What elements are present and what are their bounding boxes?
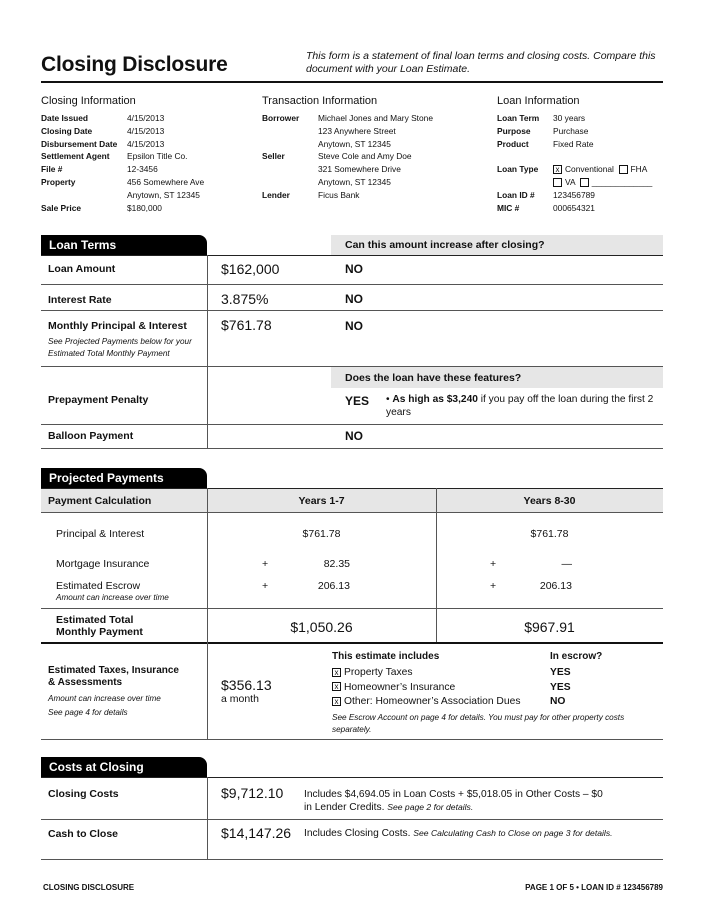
loan-terms-bottom-rule bbox=[41, 448, 663, 449]
mi-plus-2: + bbox=[490, 558, 497, 570]
escrow-years-8-30: 206.13 bbox=[539, 580, 572, 592]
borrower-address: 123 Anywhere Street bbox=[318, 125, 396, 136]
cash-to-close-desc bbox=[304, 828, 664, 839]
projected-payments-tab: Projected Payments bbox=[41, 468, 207, 488]
monthly-pi-value: $761.78 bbox=[221, 317, 272, 333]
seller-address: 321 Somewhere Drive bbox=[318, 164, 401, 175]
loan-terms-rule-2 bbox=[41, 310, 663, 311]
estimate-item-property-taxes bbox=[332, 666, 662, 681]
taxes-notes bbox=[48, 692, 161, 720]
homeowners-insurance-escrow: YES bbox=[550, 681, 571, 693]
fha-checkbox[interactable] bbox=[619, 165, 628, 174]
file-number-label: File # bbox=[41, 164, 63, 175]
balloon-answer: NO bbox=[345, 429, 363, 443]
fha-label: FHA bbox=[630, 164, 648, 175]
conventional-checkbox[interactable]: x bbox=[553, 165, 562, 174]
va-label: VA bbox=[565, 176, 576, 187]
hoa-dues-checkbox[interactable]: x bbox=[332, 697, 341, 706]
lender-label: Lender bbox=[262, 189, 290, 200]
estimate-items bbox=[332, 666, 662, 710]
escrow-years-1-7: 206.13 bbox=[317, 580, 350, 592]
closing-costs-desc-line2: in Lender Credits. bbox=[304, 802, 388, 813]
estimate-item-homeowners-insurance bbox=[332, 681, 662, 696]
mi-plus-1: + bbox=[262, 558, 269, 570]
settlement-agent-label: Settlement Agent bbox=[41, 151, 110, 162]
borrower-label: Borrower bbox=[262, 113, 300, 123]
escrow-plus-1: + bbox=[262, 580, 269, 592]
borrower-city: Anytown, ST 12345 bbox=[318, 138, 391, 149]
seller-name: Steve Cole and Amy Doe bbox=[318, 151, 412, 162]
property-taxes-label: Property Taxes bbox=[344, 667, 413, 678]
loan-terms-rule-1 bbox=[41, 284, 663, 285]
product-value: Fixed Rate bbox=[553, 138, 594, 149]
escrow-footnote: See Escrow Account on page 4 for details. You must pay for other property costs separately. bbox=[332, 713, 625, 734]
taxes-period: a month bbox=[221, 693, 259, 705]
property-value-line2: Anytown, ST 12345 bbox=[127, 189, 200, 200]
interest-rate-label: Interest Rate bbox=[48, 294, 112, 306]
hoa-dues-escrow: NO bbox=[550, 696, 566, 707]
loan-info-list bbox=[497, 112, 667, 214]
loan-amount-value: $162,000 bbox=[221, 261, 280, 277]
taxes-label-line2: & Assessments bbox=[48, 676, 123, 688]
disbursement-date-value: 4/15/2013 bbox=[127, 138, 165, 149]
estimate-includes-heading: This estimate includes bbox=[332, 651, 440, 662]
costs-col-divider bbox=[207, 777, 208, 859]
borrower-name: Michael Jones and Mary Stone bbox=[318, 113, 433, 123]
costs-rule-1 bbox=[41, 819, 663, 820]
closing-costs-desc-line1: Includes $4,694.05 in Loan Costs + $5,018.05 in Other Costs – $0 bbox=[304, 789, 603, 800]
homeowners-insurance-label: Homeowner’s Insurance bbox=[344, 681, 456, 693]
closing-date-label: Closing Date bbox=[41, 125, 93, 136]
pi-years-8-30: $761.78 bbox=[530, 528, 569, 540]
projected-top-rule bbox=[41, 488, 663, 489]
loan-term-value: 30 years bbox=[553, 113, 586, 123]
monthly-pi-note: See Projected Payments below for your Estimated Total Monthly Payment bbox=[48, 337, 192, 358]
homeowners-insurance-checkbox[interactable]: x bbox=[332, 682, 341, 691]
estimated-total-label-line2: Monthly Payment bbox=[56, 626, 143, 638]
settlement-agent-value: Epsilon Title Co. bbox=[127, 151, 188, 162]
loan-term-label: Loan Term bbox=[497, 113, 540, 123]
mortgage-insurance-label: Mortgage Insurance bbox=[56, 558, 150, 570]
total-years-1-7: $1,050.26 bbox=[290, 619, 353, 635]
purpose-value: Purchase bbox=[553, 125, 589, 136]
sale-price-label: Sale Price bbox=[41, 202, 82, 213]
closing-date-value: 4/15/2013 bbox=[127, 125, 165, 136]
in-escrow-heading: In escrow? bbox=[550, 651, 603, 662]
estimated-total-label-line1: Estimated Total bbox=[56, 614, 134, 626]
sale-price-value: $180,000 bbox=[127, 202, 162, 213]
property-label: Property bbox=[41, 176, 76, 187]
loan-terms-rule-4 bbox=[41, 424, 663, 425]
prepayment-detail-bold: As high as $3,240 bbox=[392, 394, 478, 405]
loan-amount-answer: NO bbox=[345, 262, 363, 276]
prepayment-detail: • As high as $3,240 if you pay off the loan during the first 2 years bbox=[386, 394, 654, 418]
estimated-escrow-note: Amount can increase over time bbox=[56, 593, 169, 602]
taxes-note-2: See page 4 for details bbox=[48, 708, 128, 717]
escrow-plus-2: + bbox=[490, 580, 497, 592]
loan-amount-label: Loan Amount bbox=[48, 263, 116, 275]
taxes-note-1: Amount can increase over time bbox=[48, 694, 161, 703]
prepayment-answer: YES bbox=[345, 394, 370, 408]
transaction-info-list bbox=[262, 112, 492, 202]
closing-info-list bbox=[41, 112, 251, 214]
property-taxes-checkbox[interactable]: x bbox=[332, 668, 341, 677]
monthly-pi-answer: NO bbox=[345, 319, 363, 333]
years-1-7-header: Years 1-7 bbox=[298, 495, 345, 507]
projected-rule-2 bbox=[41, 642, 663, 644]
footer-right: PAGE 1 OF 5 • LOAN ID # 123456789 bbox=[525, 883, 663, 892]
closing-info-heading: Closing Information bbox=[41, 95, 136, 107]
closing-costs-value: $9,712.10 bbox=[221, 785, 284, 801]
projected-col-divider-2 bbox=[436, 488, 437, 642]
closing-costs-desc-italic: See page 2 for details. bbox=[387, 802, 474, 812]
estimated-escrow-label: Estimated Escrow bbox=[56, 580, 141, 592]
seller-city: Anytown, ST 12345 bbox=[318, 176, 391, 187]
loan-id-value: 123456789 bbox=[553, 189, 595, 200]
taxes-value: $356.13 bbox=[221, 677, 272, 693]
property-value: 456 Somewhere Ave bbox=[127, 176, 205, 187]
footer-left: CLOSING DISCLOSURE bbox=[43, 883, 135, 892]
date-issued-label: Date Issued bbox=[41, 113, 89, 123]
disbursement-date-label: Disbursement Date bbox=[41, 138, 118, 149]
other-loan-type-blank: _____________ bbox=[591, 176, 653, 187]
payment-calculation-label: Payment Calculation bbox=[48, 495, 152, 507]
taxes-label-line1: Estimated Taxes, Insurance bbox=[48, 665, 179, 676]
mic-value: 000654321 bbox=[553, 202, 595, 213]
balloon-label: Balloon Payment bbox=[48, 430, 134, 442]
monthly-pi-label: Monthly Principal & Interest bbox=[48, 320, 187, 332]
projected-header-rule bbox=[41, 512, 663, 513]
costs-bottom-rule bbox=[41, 859, 663, 860]
lender-name: Ficus Bank bbox=[318, 189, 360, 200]
file-number-value: 12-3456 bbox=[127, 164, 158, 175]
page-title: Closing Disclosure bbox=[41, 53, 228, 76]
cash-to-close-desc-italic: See Calculating Cash to Close on page 3 for details. bbox=[413, 828, 613, 838]
property-taxes-escrow: YES bbox=[550, 667, 571, 678]
taxes-label bbox=[48, 665, 179, 688]
projected-col-divider-1 bbox=[207, 488, 208, 740]
loan-info-heading: Loan Information bbox=[497, 95, 580, 107]
seller-label: Seller bbox=[262, 151, 285, 162]
costs-top-rule bbox=[41, 777, 663, 778]
cash-to-close-desc-text: Includes Closing Costs. bbox=[304, 828, 414, 839]
prepayment-label: Prepayment Penalty bbox=[48, 394, 149, 406]
loan-terms-top-rule bbox=[41, 255, 663, 256]
estimate-item-hoa-dues bbox=[332, 695, 662, 710]
va-checkbox[interactable] bbox=[553, 178, 562, 187]
other-loan-type-checkbox[interactable] bbox=[580, 178, 589, 187]
prepayment-detail-text: if you pay off the loan during the first 2 years bbox=[386, 394, 654, 418]
loan-terms-col-divider bbox=[207, 255, 208, 448]
interest-rate-answer: NO bbox=[345, 292, 363, 306]
features-question: Does the loan have these features? bbox=[345, 372, 522, 384]
cash-to-close-value: $14,147.26 bbox=[221, 825, 292, 841]
purpose-label: Purpose bbox=[497, 125, 531, 136]
projected-bottom-rule bbox=[41, 739, 663, 740]
header-rule bbox=[41, 81, 663, 83]
date-issued-value: 4/15/2013 bbox=[127, 113, 165, 123]
projected-rule-1 bbox=[41, 608, 663, 609]
cash-to-close-label: Cash to Close bbox=[48, 828, 119, 840]
closing-costs-label: Closing Costs bbox=[48, 788, 119, 800]
product-label: Product bbox=[497, 138, 529, 149]
mi-years-8-30: — bbox=[561, 558, 572, 570]
total-years-8-30: $967.91 bbox=[524, 619, 575, 635]
increase-question: Can this amount increase after closing? bbox=[345, 239, 545, 251]
loan-id-label: Loan ID # bbox=[497, 189, 535, 200]
hoa-dues-label: Other: Homeowner’s Association Dues bbox=[344, 696, 521, 707]
mic-label: MIC # bbox=[497, 202, 520, 213]
interest-rate-value: 3.875% bbox=[221, 291, 269, 307]
pi-label: Principal & Interest bbox=[56, 528, 145, 540]
mi-years-1-7: 82.35 bbox=[323, 558, 350, 570]
years-8-30-header: Years 8-30 bbox=[523, 495, 576, 507]
pi-years-1-7: $761.78 bbox=[302, 528, 341, 540]
transaction-info-heading: Transaction Information bbox=[262, 95, 378, 107]
estimated-total-label bbox=[56, 614, 143, 638]
costs-at-closing-tab: Costs at Closing bbox=[41, 757, 207, 777]
loan-terms-tab: Loan Terms bbox=[41, 235, 207, 255]
conventional-label: Conventional bbox=[565, 164, 614, 175]
intro-text: This form is a statement of final loan terms and closing costs. Compare this document with your Loan Estimate. bbox=[306, 50, 656, 75]
closing-costs-desc bbox=[304, 788, 654, 814]
loan-type-label: Loan Type bbox=[497, 164, 539, 175]
